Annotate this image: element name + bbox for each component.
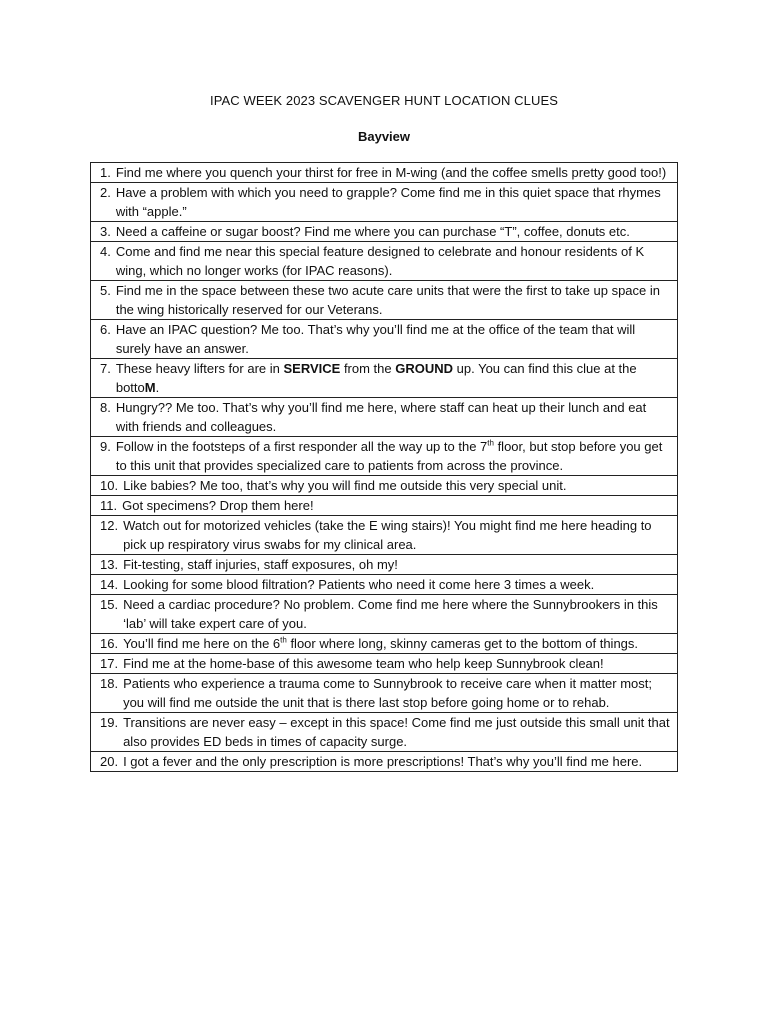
clue-text: Find me at the home-base of this awesome team who help keep Sunnybrook clean! — [123, 656, 604, 671]
clue-text: Find me where you quench your thirst for free in M-wing (and the coffee smells pretty good too!) — [115, 165, 667, 180]
clue-text: Watch out for motorized vehicles (take the E wing stairs)! You might find me here heading to pick up respiratory virus swabs for my clinical area. — [123, 518, 652, 552]
clue-number: 16. — [100, 636, 119, 651]
clue-row — [91, 163, 678, 183]
clue-row — [91, 516, 678, 555]
clue-row — [91, 674, 678, 713]
clue-row — [91, 595, 678, 634]
clue-number: 5. — [100, 283, 111, 298]
clue-number: 13. — [100, 557, 119, 572]
clue-number: 10. — [100, 478, 119, 493]
clue-text-part: up. You can find this clue at the botto — [115, 361, 637, 395]
clue-number: 20. — [100, 754, 119, 769]
clue-row — [91, 634, 678, 654]
clue-row — [91, 398, 678, 437]
clue-number: 14. — [100, 577, 119, 592]
clue-number: 6. — [100, 322, 111, 337]
clue-row — [91, 437, 678, 476]
clue-number: 9. — [100, 439, 111, 454]
clue-row — [91, 752, 678, 772]
clue-text: Have a problem with which you need to grapple? Come find me in this quiet space that rhymes with “apple.” — [115, 185, 661, 219]
clue-text: Come and find me near this special feature designed to celebrate and honour residents of K wing, which no longer works (for IPAC reasons). — [115, 244, 645, 278]
clue-text: I got a fever and the only prescription is more prescriptions! That’s why you’ll find me here. — [123, 754, 643, 769]
clue-text: Looking for some blood filtration? Patients who need it come here 3 times a week. — [123, 577, 595, 592]
clue-row — [91, 359, 678, 398]
clue-text-part: Follow in the footsteps of a first responder all the way up to the 7 — [115, 439, 488, 454]
clue-row — [91, 575, 678, 595]
clue-number: 19. — [100, 715, 119, 730]
clue-row — [91, 496, 678, 516]
clue-number: 3. — [100, 224, 111, 239]
clue-number: 18. — [100, 676, 119, 691]
clue-row — [91, 476, 678, 496]
clue-superscript: th — [487, 438, 494, 448]
clues-table — [90, 162, 678, 772]
clue-text: Patients who experience a trauma come to Sunnybrook to receive care when it matter most; you will find me outside the unit that is there last stop before going home or to rehab. — [123, 676, 653, 710]
clue-text: Transitions are never easy – except in this space! Come find me just outside this small unit that also provides ED beds in times of capacity surge. — [123, 715, 670, 749]
clue-text-part: floor where long, skinny cameras get to the bottom of things. — [286, 636, 639, 651]
clue-text: Got specimens? Drop them here! — [122, 498, 314, 513]
clue-row — [91, 713, 678, 752]
clue-number: 2. — [100, 185, 111, 200]
clue-number: 17. — [100, 656, 119, 671]
clue-text-part: floor, but stop before you get to this unit that provides specialized care to patients from across the province. — [115, 439, 663, 473]
clue-text-part: from the — [340, 361, 396, 376]
clue-text — [116, 359, 671, 397]
clue-superscript: th — [280, 635, 287, 645]
clue-text — [116, 437, 671, 475]
clue-bold-word: SERVICE — [283, 361, 341, 376]
clue-row — [91, 320, 678, 359]
clue-text: Have an IPAC question? Me too. That’s why you’ll find me at the office of the team that will surely have an answer. — [115, 322, 636, 356]
clue-text: Fit-testing, staff injuries, staff exposures, oh my! — [123, 557, 398, 572]
clue-number: 11. — [100, 498, 118, 513]
clue-bold-word: GROUND — [395, 361, 454, 376]
clue-row — [91, 555, 678, 575]
clue-text-part: . — [155, 380, 160, 395]
clue-number: 1. — [100, 165, 111, 180]
clue-text: Need a cardiac procedure? No problem. Come find me here where the Sunnybrookers in this ‘lab’ will take expert care of you. — [123, 597, 658, 631]
clue-text — [123, 634, 671, 653]
clue-text: Hungry?? Me too. That’s why you’ll find me here, where staff can heat up their lunch and eat with friends and colleagues. — [115, 400, 647, 434]
document-title: IPAC WEEK 2023 SCAVENGER HUNT LOCATION CLUES — [209, 93, 559, 108]
clue-row — [91, 242, 678, 281]
clue-text: Need a caffeine or sugar boost? Find me where you can purchase “T”, coffee, donuts etc. — [115, 224, 630, 239]
clue-row — [91, 183, 678, 222]
clue-text-part: You’ll find me here on the 6 — [123, 636, 281, 651]
clue-number: 15. — [100, 597, 119, 612]
clue-text-part: These heavy lifters for are in — [115, 361, 284, 376]
clue-text: Like babies? Me too, that’s why you will find me outside this very special unit. — [123, 478, 567, 493]
clue-row — [91, 222, 678, 242]
clue-row — [91, 654, 678, 674]
clue-row — [91, 281, 678, 320]
clue-number: 4. — [100, 244, 111, 259]
clue-text: Find me in the space between these two acute care units that were the first to take up space in the wing historically reserved for our Veterans. — [115, 283, 660, 317]
clue-number: 12. — [100, 518, 119, 533]
document-subtitle: Bayview — [357, 129, 411, 144]
clue-number: 7. — [100, 361, 111, 376]
clue-number: 8. — [100, 400, 111, 415]
clue-bold-letter: M — [144, 380, 156, 395]
